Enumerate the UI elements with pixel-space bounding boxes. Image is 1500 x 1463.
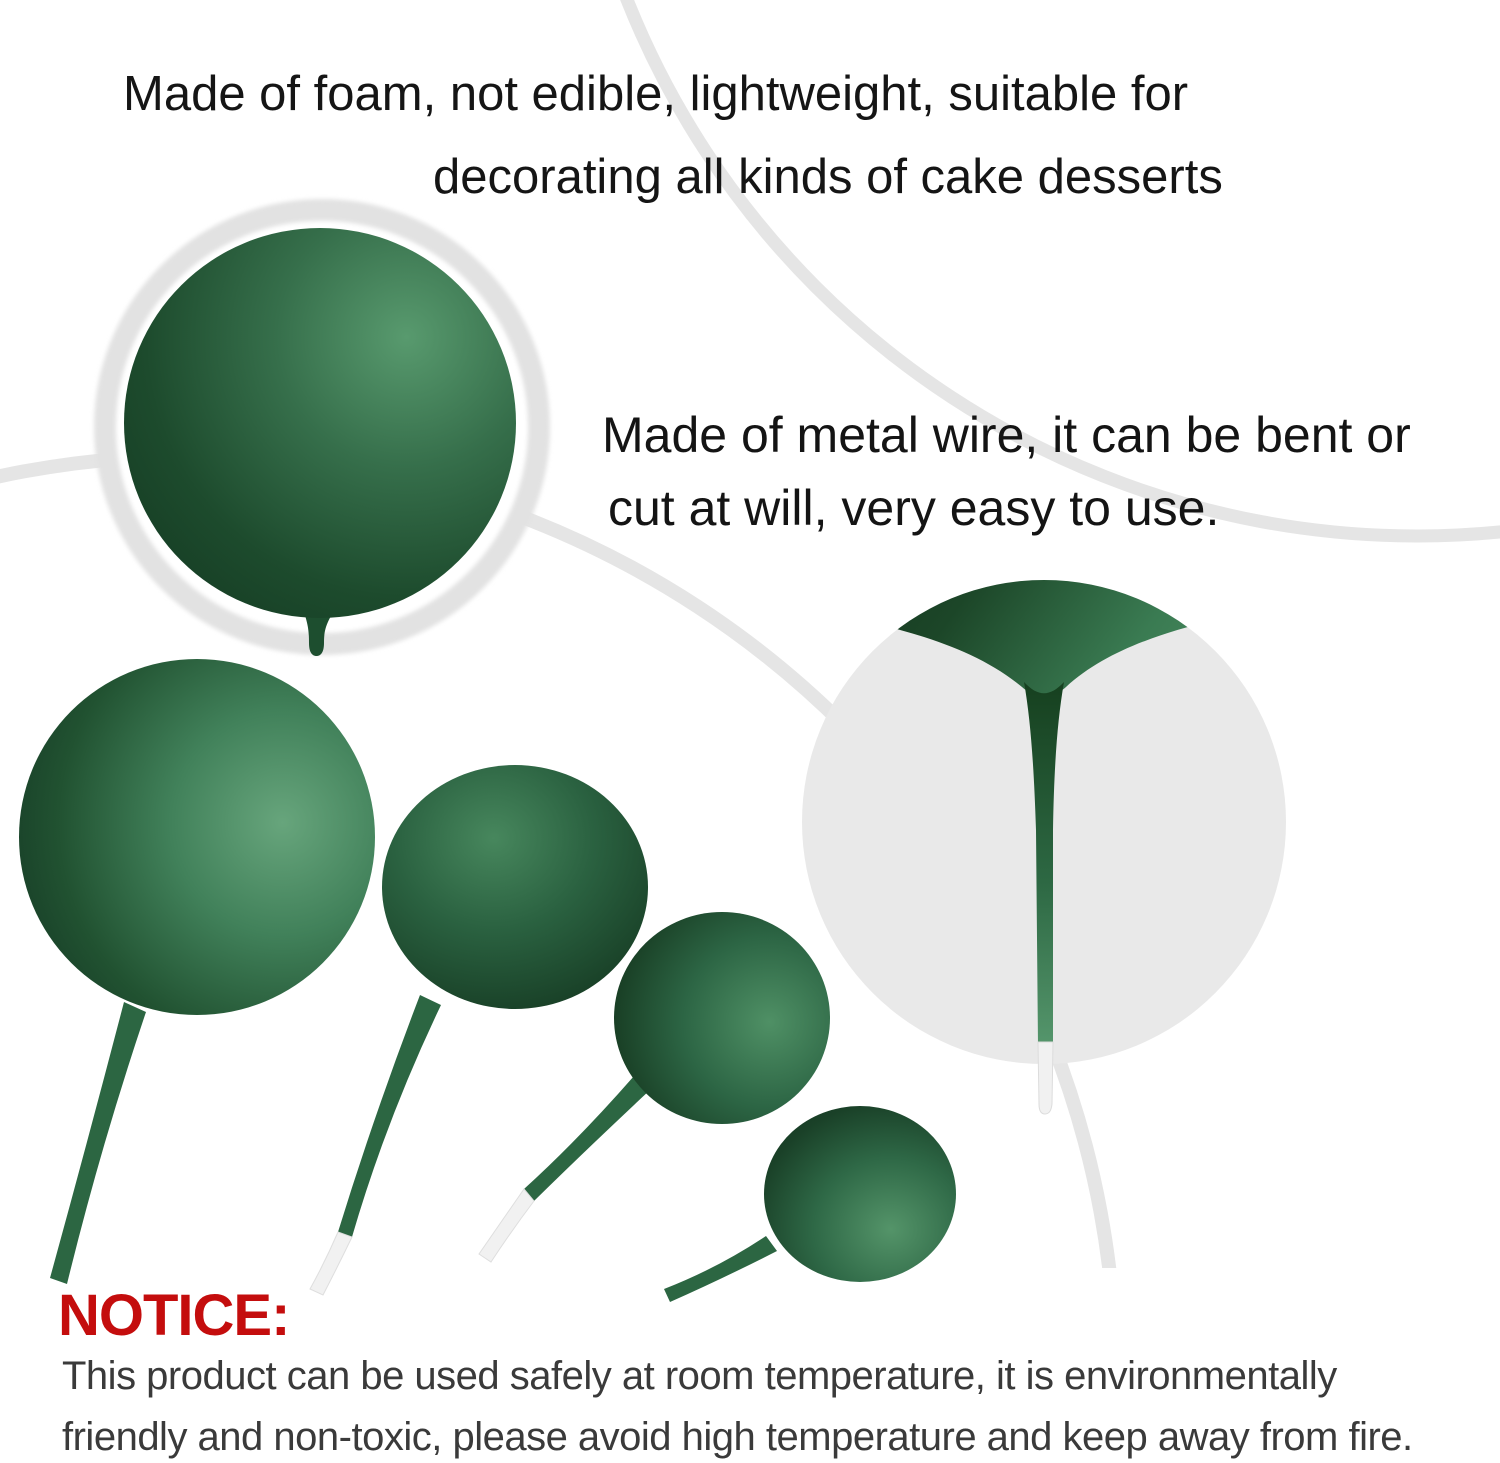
caption-wire-line2: cut at will, very easy to use.	[608, 480, 1220, 536]
wire-stem-white	[1038, 1042, 1053, 1114]
caption-foam-line2: decorating all kinds of cake desserts	[433, 150, 1223, 204]
foam-ball-large	[124, 228, 516, 618]
zoom-circle-foam	[105, 210, 539, 656]
notice-body-line1: This product can be used safely at room temperature, it is environmentally	[62, 1354, 1337, 1398]
ball-bottom-closeup	[760, 555, 1330, 695]
foam-ball-1	[19, 659, 375, 1015]
stem-3-green	[524, 1076, 651, 1201]
stem-3-white	[479, 1189, 534, 1262]
notice-body-line2: friendly and non-toxic, please avoid high temperature and keep away from fire.	[62, 1415, 1413, 1459]
foam-ball-3	[614, 912, 830, 1124]
stem-2-white	[310, 1232, 352, 1295]
caption-foam-line1: Made of foam, not edible, lightweight, suitable for	[123, 67, 1189, 121]
stem-2-green	[338, 995, 441, 1237]
stem-4-green	[664, 1236, 777, 1302]
foam-ball-4	[764, 1106, 956, 1282]
zoom-circle-wire	[760, 555, 1330, 1114]
caption-wire-line1: Made of metal wire, it can be bent or	[602, 407, 1411, 463]
notice-heading: NOTICE:	[58, 1283, 290, 1348]
foam-ball-2	[382, 765, 648, 1009]
stem-1-green	[50, 1002, 146, 1284]
